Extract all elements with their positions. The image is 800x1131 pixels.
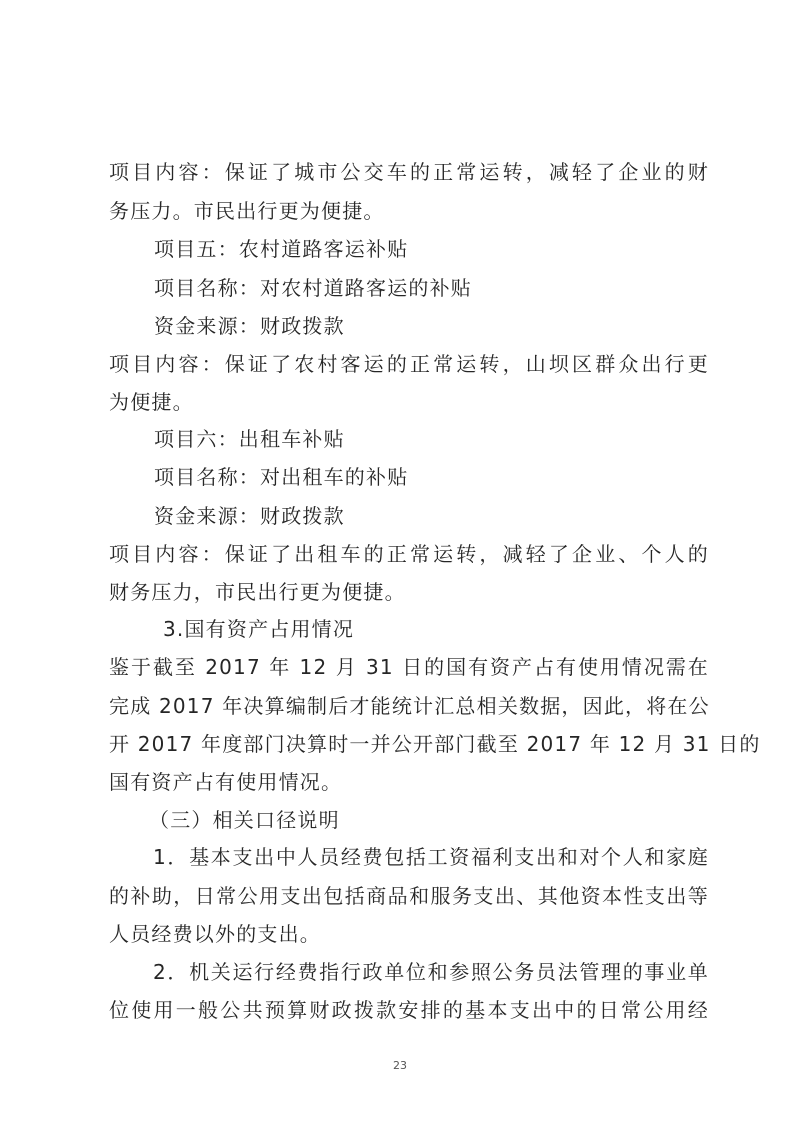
text-line: 资金来源：财政拨款: [154, 314, 345, 338]
text-line: 开 2017 年度部门决算时一并公开部门截至 2017 年 12 月 31 日的: [109, 732, 761, 756]
text-line: 为便捷。: [109, 390, 194, 414]
text-line: 人员经费以外的支出。: [109, 922, 321, 946]
text-line: 国有资产占有使用情况。: [109, 770, 343, 794]
text-line: 1．基本支出中人员经费包括工资福利支出和对个人和家庭: [153, 845, 709, 869]
text-line: 位使用一般公共预算财政拨款安排的基本支出中的日常公用经: [109, 998, 709, 1022]
text-line: 务压力。市民出行更为便捷。: [109, 199, 385, 223]
section-heading: 3.国有资产占用情况: [163, 617, 355, 641]
text-line: 鉴于截至 2017 年 12 月 31 日的国有资产占有使用情况需在: [109, 655, 709, 679]
text-line: 项目六：出租车补贴: [154, 427, 345, 451]
text-line: 财务压力，市民出行更为便捷。: [109, 580, 406, 604]
text-line: 的补助，日常公用支出包括商品和服务支出、其他资本性支出等: [109, 884, 709, 908]
text-line: 项目名称：对农村道路客运的补贴: [154, 276, 472, 300]
text-line: 资金来源：财政拨款: [154, 504, 345, 528]
text-line: 2．机关运行经费指行政单位和参照公务员法管理的事业单: [153, 960, 709, 984]
text-line: 项目内容：保证了农村客运的正常运转，山坝区群众出行更: [109, 352, 709, 376]
text-line: 项目内容：保证了城市公交车的正常运转，减轻了企业的财: [109, 160, 709, 184]
page-number: 23: [393, 1059, 407, 1072]
text-line: 完成 2017 年决算编制后才能统计汇总相关数据，因此，将在公: [109, 694, 710, 718]
text-line: 项目内容：保证了出租车的正常运转，减轻了企业、个人的: [109, 542, 709, 566]
section-heading: （三）相关口径说明: [149, 808, 340, 832]
text-line: 项目五：农村道路客运补贴: [154, 237, 409, 261]
text-line: 项目名称：对出租车的补贴: [154, 465, 409, 489]
